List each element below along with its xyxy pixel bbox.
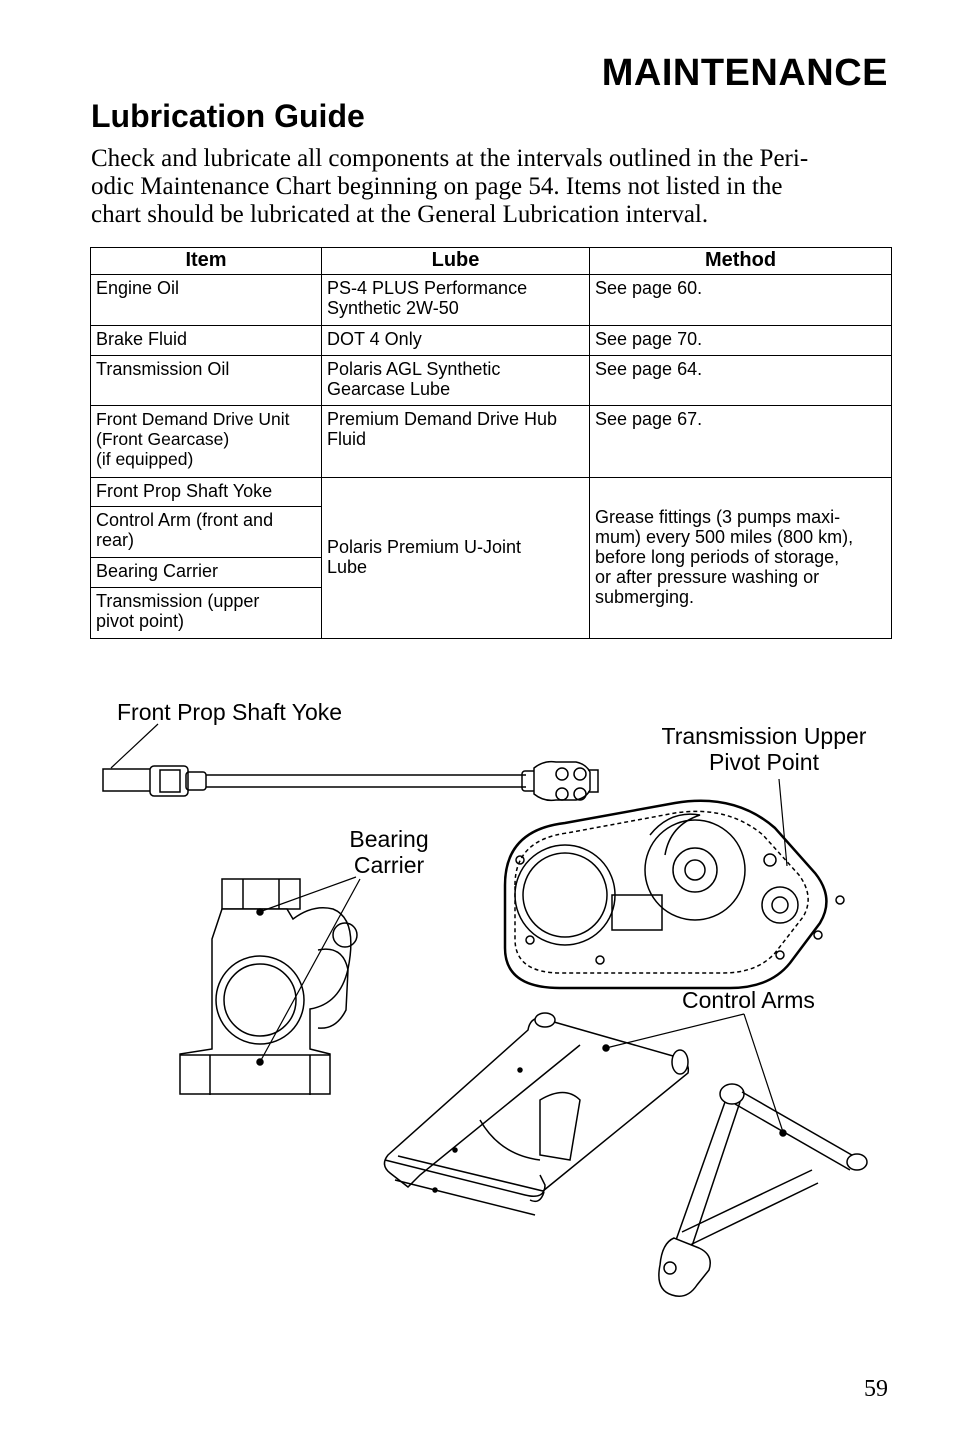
page-number: 59 <box>864 1376 888 1402</box>
cell-item: Transmission Oil <box>91 356 322 406</box>
callout-control-arms: Control Arms <box>682 987 815 1013</box>
cell-lube: PS-4 PLUS Performance Synthetic 2W-50 <box>322 275 590 326</box>
cell-method: See page 60. <box>590 275 892 326</box>
cell-item: Front Prop Shaft Yoke <box>91 478 322 507</box>
cell-item: Engine Oil <box>91 275 322 326</box>
cell-item: Bearing Carrier <box>91 558 322 588</box>
cell-method-grouped: Grease fittings (3 pumps maxi- mum) every 500 miles (800 km), before long periods of storage, or after pressure washing or submerging. <box>590 478 892 639</box>
transmission-drawing <box>505 801 844 988</box>
bearing-carrier-drawing <box>180 879 357 1095</box>
leader-control-arm-rear <box>744 1014 783 1132</box>
column-header-item: Item <box>91 248 322 275</box>
cell-lube: Premium Demand Drive Hub Fluid <box>322 406 590 478</box>
page-heading: Lubrication Guide <box>91 98 365 134</box>
column-header-method: Method <box>590 248 892 275</box>
cell-lube: Polaris AGL Synthetic Gearcase Lube <box>322 356 590 406</box>
cell-lube: DOT 4 Only <box>322 326 590 356</box>
section-title: MAINTENANCE <box>601 52 888 94</box>
cell-item: Control Arm (front and rear) <box>91 507 322 558</box>
callout-bearing-carrier: Bearing Carrier <box>349 826 429 878</box>
cell-lube-grouped: Polaris Premium U-Joint Lube <box>322 478 590 639</box>
cell-method: See page 64. <box>590 356 892 406</box>
rear-control-arm-drawing <box>659 1084 867 1296</box>
cell-item: Brake Fluid <box>91 326 322 356</box>
leader-control-arm-front <box>606 1014 744 1048</box>
column-header-lube: Lube <box>322 248 590 275</box>
callout-transmission: Transmission Upper Pivot Point <box>661 723 867 775</box>
cell-method: See page 67. <box>590 406 892 478</box>
prop-shaft-drawing <box>103 762 598 801</box>
intro-line: Check and lubricate all components at the intervals outlined in the Peri- <box>91 145 809 172</box>
cell-method: See page 70. <box>590 326 892 356</box>
intro-line: odic Maintenance Chart beginning on page 54. Items not listed in the <box>91 173 783 200</box>
cell-item: Front Demand Drive Unit (Front Gearcase) (if equipped) <box>91 406 322 478</box>
intro-line: chart should be lubricated at the General Lubrication interval. <box>91 201 709 228</box>
cell-item: Transmission (upper pivot point) <box>91 588 322 639</box>
leader-prop-shaft <box>111 724 158 768</box>
front-control-arm-drawing <box>384 1013 688 1215</box>
callout-prop-shaft: Front Prop Shaft Yoke <box>117 699 343 725</box>
